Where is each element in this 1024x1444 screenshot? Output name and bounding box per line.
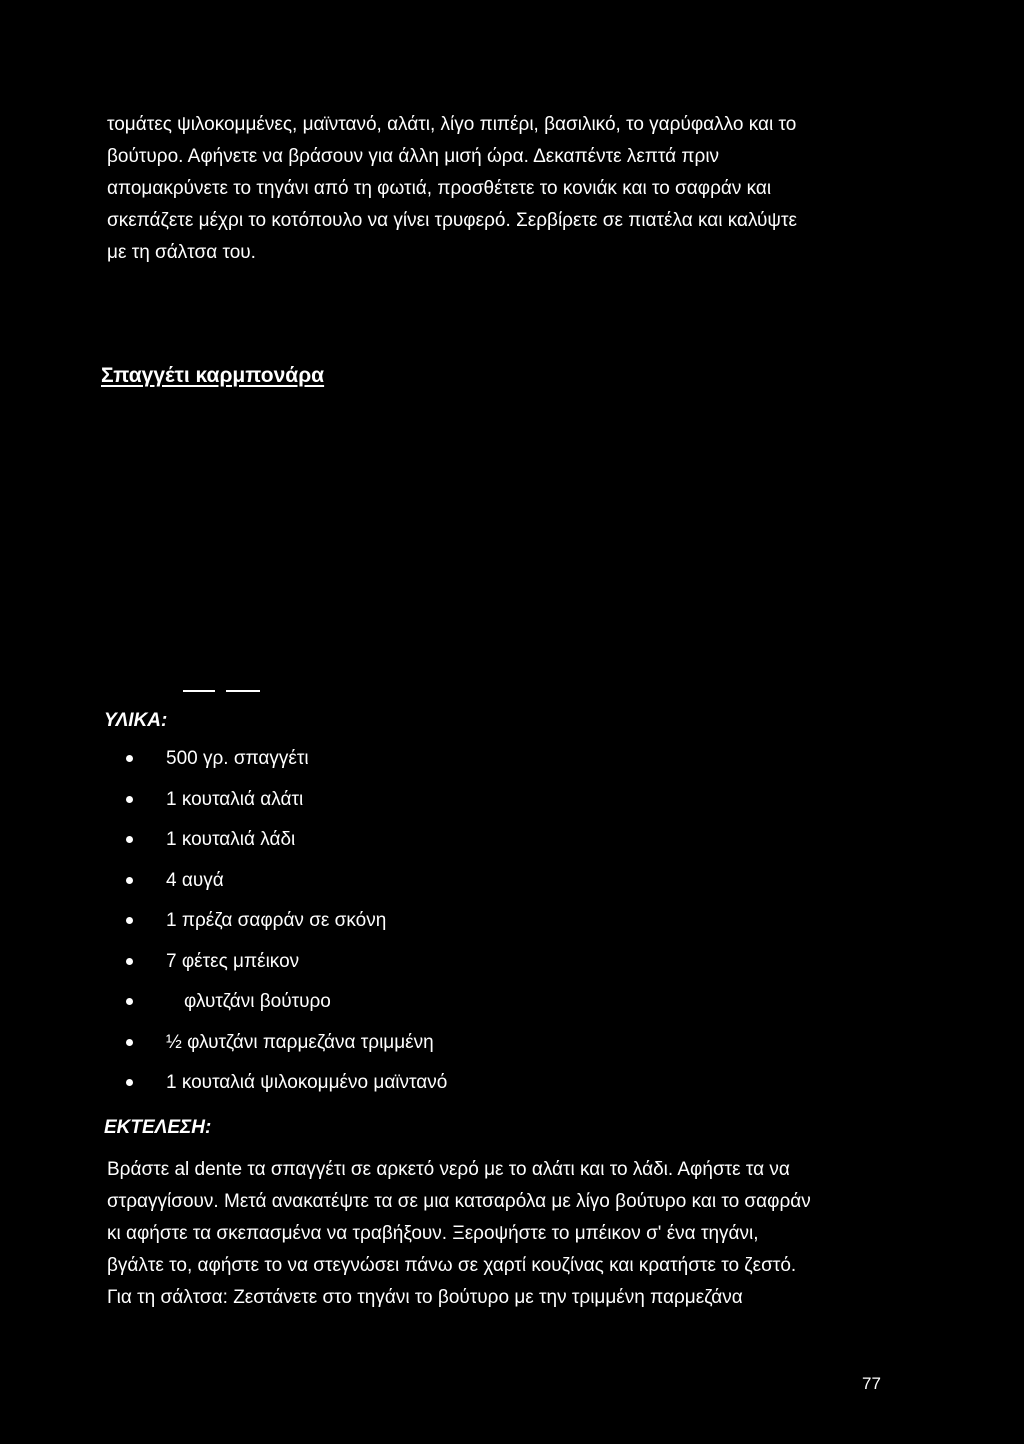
intro-line: βούτυρο. Αφήνετε να βράσουν για άλλη μισή ώρα. Δεκαπέντε λεπτά πριν <box>107 146 720 167</box>
list-item: 1 κουταλιά λάδι <box>126 829 447 870</box>
method-paragraph <box>107 1154 897 1314</box>
method-line: κι αφήστε τα σκεπασμένα να τραβήξουν. Ξεροψήστε το μπέικον σ' ένα τηγάνι, <box>107 1223 759 1244</box>
intro-line: απομακρύνετε το τηγάνι από τη φωτιά, προσθέτετε το κονιάκ και το σαφράν και <box>107 178 772 199</box>
intro-paragraph <box>107 109 897 269</box>
bullet-icon <box>126 1079 133 1086</box>
method-line: στραγγίσουν. Μετά ανακατέψτε τα σε μια κατσαρόλα με λίγο βούτυρο και το σαφράν <box>107 1191 811 1212</box>
list-item: ½ φλυτζάνι παρμεζάνα τριμμένη <box>126 1032 447 1073</box>
recipe-title: Σπαγγέτι καρμπονάρα <box>101 364 325 387</box>
list-item: 1 κουταλιά αλάτι <box>126 789 447 830</box>
method-line: βγάλτε το, αφήστε το να στεγνώσει πάνω σε χαρτί κουζίνας και κρατήστε το ζεστό. <box>107 1255 797 1276</box>
list-item: φλυτζάνι βούτυρο <box>126 991 447 1032</box>
page-number: 77 <box>862 1374 881 1393</box>
intro-line: τομάτες ψιλοκομμένες, μαϊντανό, αλάτι, λίγο πιπέρι, βασιλικό, το γαρύφαλλο και το <box>107 114 797 135</box>
bullet-icon <box>126 958 133 965</box>
bullet-icon <box>126 1039 133 1046</box>
decorative-dash <box>226 690 260 692</box>
list-item: 500 γρ. σπαγγέτι <box>126 748 447 789</box>
list-item: 1 πρέζα σαφράν σε σκόνη <box>126 910 447 951</box>
method-line: Για τη σάλτσα: Ζεστάνετε στο τηγάνι το βούτυρο με την τριμμένη παρμεζάνα <box>107 1287 743 1308</box>
list-item: 7 φέτες μπέικον <box>126 951 447 992</box>
decorative-dash <box>183 690 215 692</box>
ingredients-heading: ΥΛΙΚΑ: <box>104 710 168 731</box>
intro-line: με τη σάλτσα του. <box>107 242 256 263</box>
bullet-icon <box>126 917 133 924</box>
list-item: 4 αυγά <box>126 870 447 911</box>
bullet-icon <box>126 836 133 843</box>
bullet-icon <box>126 755 133 762</box>
bullet-icon <box>126 998 133 1005</box>
bullet-icon <box>126 796 133 803</box>
intro-line: σκεπάζετε μέχρι το κοτόπουλο να γίνει τρυφερό. Σερβίρετε σε πιατέλα και καλύψτε <box>107 210 797 231</box>
list-item: 1 κουταλιά ψιλοκομμένο μαϊντανό <box>126 1072 447 1113</box>
method-line: Βράστε al dente τα σπαγγέτι σε αρκετό νερό με το αλάτι και το λάδι. Αφήστε τα να <box>107 1159 790 1180</box>
method-heading: ΕΚΤΕΛΕΣΗ: <box>104 1117 212 1138</box>
bullet-icon <box>126 877 133 884</box>
ingredients-list <box>126 748 447 1113</box>
